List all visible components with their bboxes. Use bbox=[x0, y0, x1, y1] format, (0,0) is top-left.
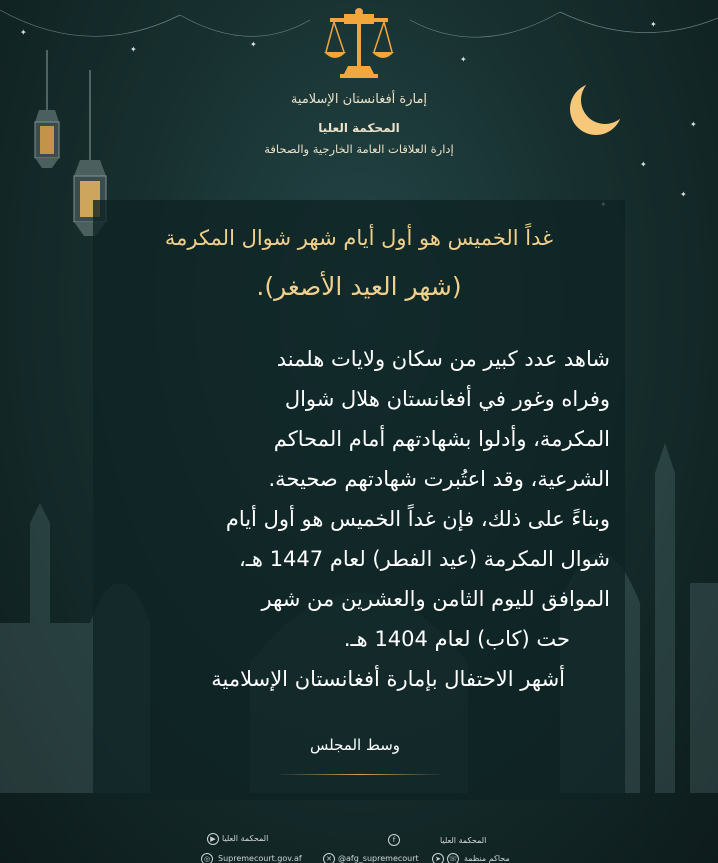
body-line: أشهر الاحتفال بإمارة أفغانستان الإسلامية bbox=[211, 667, 565, 691]
footer bbox=[0, 820, 718, 863]
star-icon: ✦ bbox=[130, 45, 137, 54]
globe-icon[interactable]: ◎ bbox=[201, 853, 213, 863]
star-icon: ✦ bbox=[650, 20, 657, 29]
body-line: وفراه وغور في أفغانستان هلال شوال bbox=[284, 387, 610, 411]
body-line: الشرعية، وقد اعتُبرت شهادتهم صحيحة. bbox=[268, 467, 610, 491]
telegram-icon[interactable]: ➤ bbox=[432, 853, 444, 863]
scales-of-justice-icon bbox=[322, 4, 396, 80]
star-icon: ✦ bbox=[250, 40, 257, 49]
star-icon: ✦ bbox=[690, 120, 697, 129]
whatsapp-icon[interactable]: ☏ bbox=[448, 855, 458, 863]
headline: غداً الخميس هو أول أيام شهر شوال المكرمة bbox=[164, 226, 554, 250]
header-department-name: إدارة العلاقات العامة الخارجية والصحافة bbox=[264, 142, 454, 156]
facebook-icon[interactable]: f bbox=[388, 834, 400, 846]
star-icon: ✦ bbox=[680, 190, 687, 199]
website-link[interactable]: Supremecourt.gov.af bbox=[218, 854, 302, 863]
star-icon: ✦ bbox=[20, 28, 27, 37]
body-line: شوال المكرمة (عيد الفطر) لعام 1447 هـ، bbox=[239, 547, 610, 571]
body-line: حت (كاب) لعام 1404 هـ. bbox=[343, 627, 570, 651]
announcement-body bbox=[150, 339, 610, 699]
header-emirate-name: إمارة أفغانستان الإسلامية bbox=[290, 92, 428, 107]
youtube-icon[interactable]: ▶ bbox=[207, 833, 219, 845]
star-icon: ✦ bbox=[640, 160, 647, 169]
whatsapp-label[interactable]: محاكم منظمة bbox=[464, 854, 510, 863]
x-icon[interactable]: ✕ bbox=[323, 853, 335, 863]
headline-subtitle: (شهر العيد الأصغر). bbox=[256, 272, 462, 301]
body-line: شاهد عدد كبير من سكان ولايات هلمند bbox=[276, 347, 610, 371]
body-line: المكرمة، وأدلوا بشهادتهم أمام المحاكم bbox=[273, 427, 610, 451]
youtube-label[interactable]: المحكمة العليا bbox=[222, 834, 269, 843]
crescent-moon-icon bbox=[565, 78, 627, 140]
facebook-label[interactable]: المحكمة العليا bbox=[440, 836, 487, 845]
header-court-name: المحكمة العليا bbox=[318, 121, 400, 135]
body-line: الموافق لليوم الثامن والعشرين من شهر bbox=[261, 587, 610, 611]
signature-divider bbox=[275, 774, 445, 775]
signature: وسط المجلس bbox=[310, 736, 400, 754]
x-handle-link[interactable]: @afg_supremecourt bbox=[338, 854, 419, 863]
star-icon: ✦ bbox=[460, 55, 467, 64]
body-line: وبناءً على ذلك، فإن غداً الخميس هو أول أيام bbox=[225, 507, 610, 531]
